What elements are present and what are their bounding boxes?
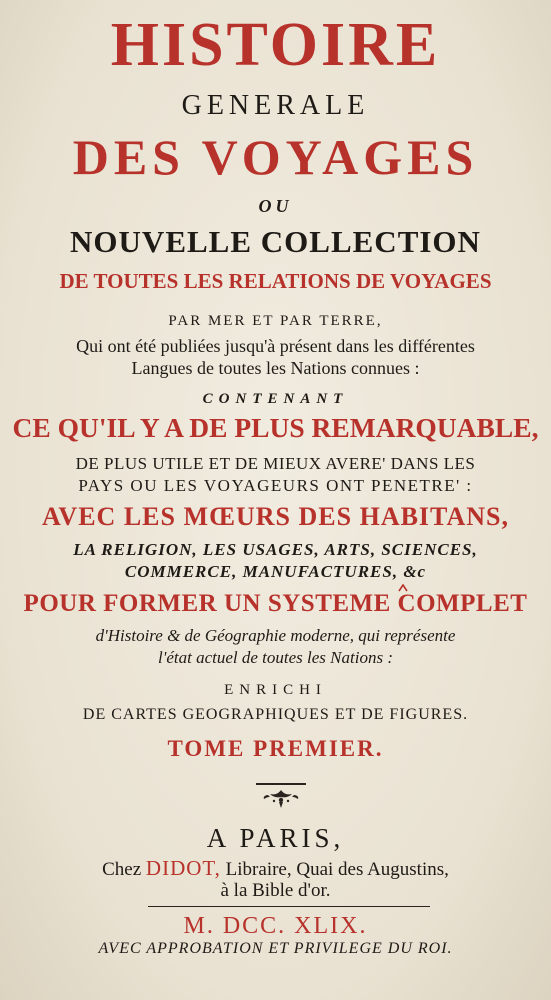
label-enrichi: ENRICHI	[224, 682, 327, 698]
ornament-rule	[256, 783, 306, 785]
imprint-chez: Chez	[102, 859, 142, 880]
imprint-publisher: DIDOT,	[145, 856, 221, 880]
subtitle-remarquable: CE QU'IL Y A DE PLUS REMARQUABLE,	[12, 412, 539, 443]
imprint-privilege: AVEC APPROBATION ET PRIVILEGE DU ROI.	[98, 940, 453, 957]
title-ou: OU	[258, 196, 293, 216]
printer-fleuron-icon	[258, 786, 304, 810]
subtitle-cartes: DE CARTES GEOGRAPHIQUES ET DE FIGURES.	[82, 706, 469, 723]
imprint-publisher-line	[0, 858, 551, 879]
subtitle-histoire-geographie: d'Histoire & de Géographie moderne, qui représente	[95, 626, 456, 645]
title-des-voyages: DES VOYAGES	[72, 129, 479, 185]
subtitle-etat-actuel: l'état actuel de toutes les Nations :	[158, 648, 393, 667]
subtitle-religion: LA RELIGION, LES USAGES, ARTS, SCIENCES,	[73, 540, 478, 559]
imprint-city: A PARIS,	[206, 823, 345, 853]
subtitle-pays: PAYS OU LES VOYAGEURS ONT PENETRE' :	[78, 476, 473, 495]
title-nouvelle-collection: NOUVELLE COLLECTION	[70, 224, 481, 259]
imprint-year: M. DCC. XLIX.	[183, 913, 368, 939]
volume-label: TOME PREMIER.	[167, 736, 384, 761]
imprint-address: Libraire, Quai des Augustins,	[225, 859, 449, 880]
subtitle-langues: Langues de toutes les Nations connues :	[131, 358, 420, 378]
label-contenant: CONTENANT	[202, 391, 349, 407]
title-generale: GENERALE	[181, 90, 370, 121]
title-histoire: HISTOIRE	[110, 11, 441, 79]
subtitle-publiees: Qui ont été publiées jusqu'à présent dans les différentes	[76, 336, 475, 356]
subtitle-systeme: POUR FORMER UN SYSTEME COMPLET	[23, 590, 528, 617]
imprint-rule	[148, 906, 430, 907]
subtitle-par-mer: PAR MER ET PAR TERRE,	[168, 313, 383, 329]
subtitle-relations: DE TOUTES LES RELATIONS DE VOYAGES	[59, 269, 492, 293]
subtitle-plus-utile: DE PLUS UTILE ET DE MIEUX AVERE' DANS LES	[75, 454, 476, 473]
subtitle-commerce: COMMERCE, MANUFACTURES, &c	[124, 562, 427, 581]
imprint-sign: à la Bible d'or.	[220, 880, 331, 901]
subtitle-moeurs: AVEC LES MŒURS DES HABITANS,	[42, 502, 509, 531]
